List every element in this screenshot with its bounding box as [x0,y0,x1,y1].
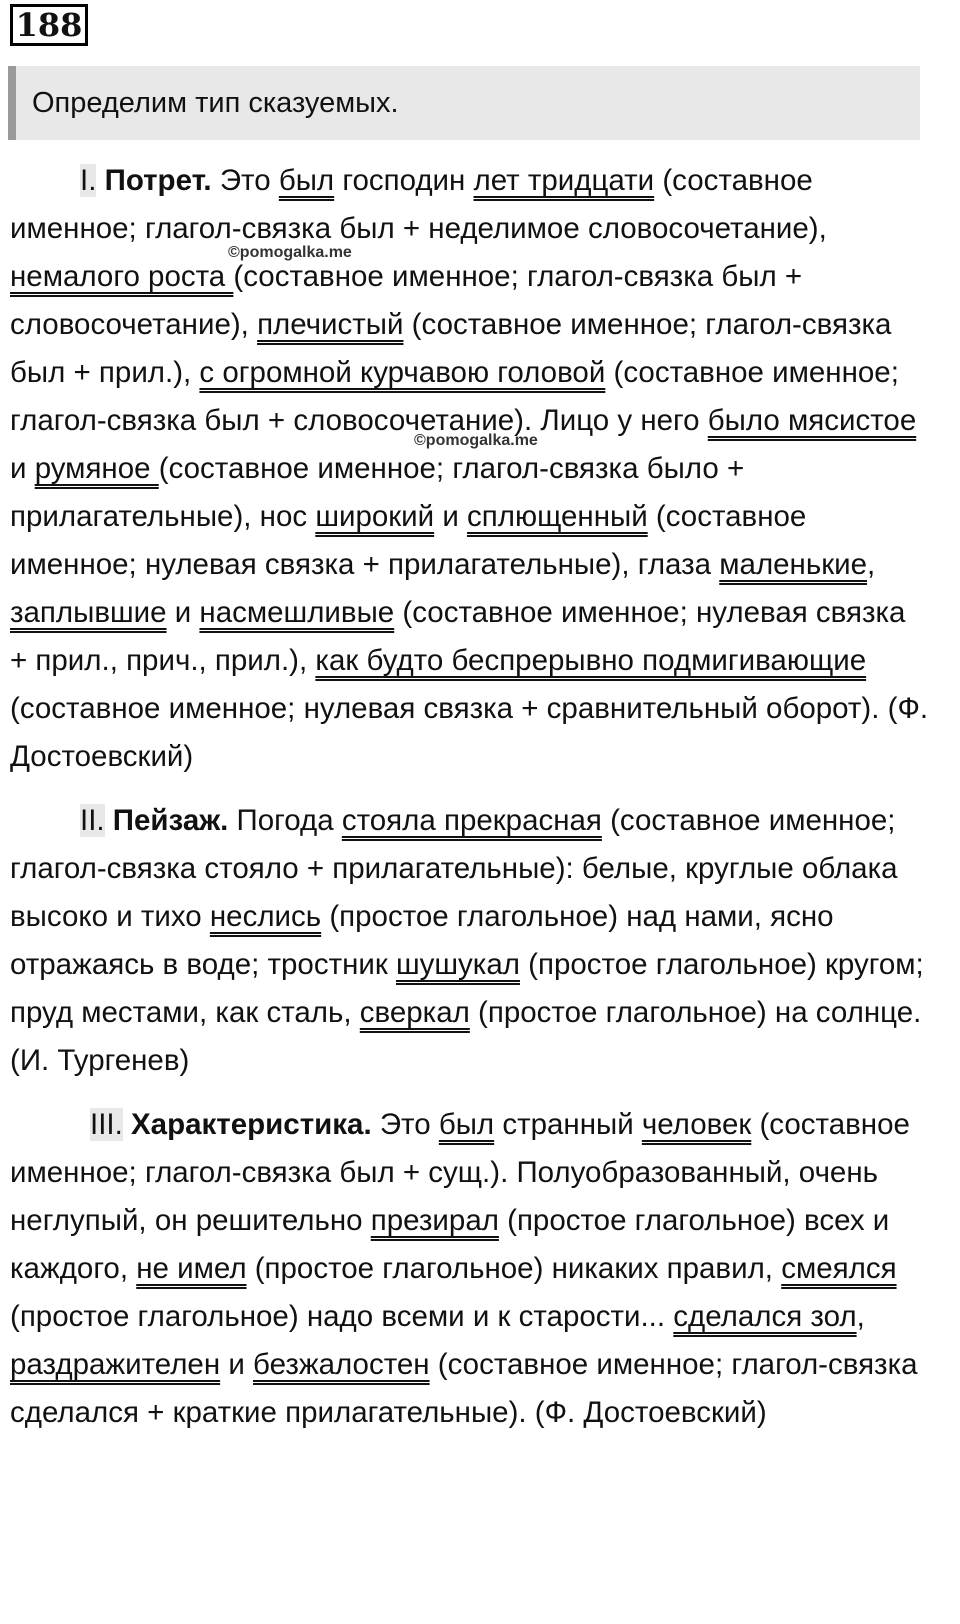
text-segment: и [166,596,200,629]
text-segment: господин [334,164,474,197]
section-text [10,164,928,773]
text-segment: Это [211,164,279,197]
text-segment: (составное именное; глагол-связка был + сущ.). Полуобразованный, очень неглупый, он решительно [10,1108,910,1237]
predicate-underlined: безжалостен [253,1348,430,1381]
text-segment: (простое глагольное) на солнце. (И. Тургенев) [10,996,922,1077]
text-segment: Это [371,1108,439,1141]
predicate-underlined: неслись [209,900,322,933]
predicate-underlined: маленькие [719,548,868,581]
predicate-underlined: сплющенный [467,500,648,533]
answer-content [10,157,930,1437]
task-number: 188 [10,4,88,46]
text-segment: (составное именное; глагол-связка был + прил.), [10,308,892,389]
predicate-underlined: плечистый [257,308,404,341]
predicate-underlined: заплывшие [10,596,167,629]
predicate-underlined: человек [641,1108,752,1141]
predicate-underlined: широкий [315,500,435,533]
section-title: Характеристика. [131,1108,372,1141]
predicate-underlined: шушукал [395,948,520,981]
section-text [10,804,924,1077]
predicate-underlined: было мясистое [707,404,917,437]
section-title: Потрет. [104,164,212,197]
predicate-underlined: стояла прекрасная [341,804,602,837]
text-segment: (простое глагольное) над нами, ясно отражаясь в воде; тростник [10,900,834,981]
text-segment: (составное именное; нулевая связка + прилагательные), глаза [10,500,807,581]
text-segment: и [434,500,468,533]
predicate-underlined: как будто беспрерывно подмигивающие [315,644,867,677]
text-segment: (простое глагольное) кругом; пруд местами, как сталь, [10,948,924,1029]
text-segment: (простое глагольное) никаких правил, [246,1252,782,1285]
section-portrait [10,157,930,781]
watermark: ©pomogalka.me [414,432,538,449]
section-characteristic [10,1101,930,1437]
text-segment: , [867,548,876,581]
section-title: Пейзаж. [112,804,229,837]
predicate-underlined: лет тридцати [473,164,655,197]
header-text: Определим тип сказуемых. [32,87,399,119]
predicate-underlined: был [278,164,335,197]
predicate-underlined: немалого роста [10,260,234,293]
header-bar [8,66,920,140]
text-segment: (составное именное; глагол-связка сделался + краткие прилагательные). (Ф. Достоевский) [10,1348,918,1429]
predicate-underlined: презирал [370,1204,499,1237]
text-segment: , [856,1300,865,1333]
text-segment: Погода [228,804,342,837]
predicate-underlined: сделался зол [673,1300,857,1333]
roman-numeral: I. [80,164,97,197]
predicate-underlined: раздражителен [10,1348,221,1381]
section-landscape [10,797,930,1085]
section-text [10,1108,918,1429]
watermark: ©pomogalka.me [228,244,352,261]
predicate-underlined: румяное [34,452,159,485]
text-segment: (простое глагольное) всех и каждого, [10,1204,890,1285]
predicate-underlined: сверкал [359,996,470,1029]
roman-numeral: II. [80,804,105,837]
text-segment: и [10,452,35,485]
text-segment: (составное именное; глагол-связка стояло + прилагательные): белые, круглые облака высоко и тихо [10,804,898,933]
text-segment: и [220,1348,253,1381]
text-segment: (простое глагольное) надо всеми и к старости... [10,1300,674,1333]
text-segment: (составное именное; нулевая связка + сравнительный оборот). (Ф. Достоевский) [10,692,929,773]
predicate-underlined: не имел [136,1252,247,1285]
text-segment: (составное именное; нулевая связка + прил., прич., прил.), [10,596,906,677]
predicate-underlined: смеялся [781,1252,897,1285]
text-segment: странный [494,1108,642,1141]
text-segment: (составное именное; глагол-связка был + словосочетание), [10,260,803,341]
text-segment: (составное именное; глагол-связка был + неделимое словосочетание), [10,164,827,245]
predicate-underlined: был [438,1108,495,1141]
predicate-underlined: насмешливые [199,596,395,629]
text-segment: (составное именное; глагол-связка был + словосочетание). Лицо у него [10,356,899,437]
roman-numeral: III. [90,1108,123,1141]
predicate-underlined: с огромной курчавою головой [199,356,606,389]
text-segment: (составное именное; глагол-связка было + прилагательные), нос [10,452,745,533]
